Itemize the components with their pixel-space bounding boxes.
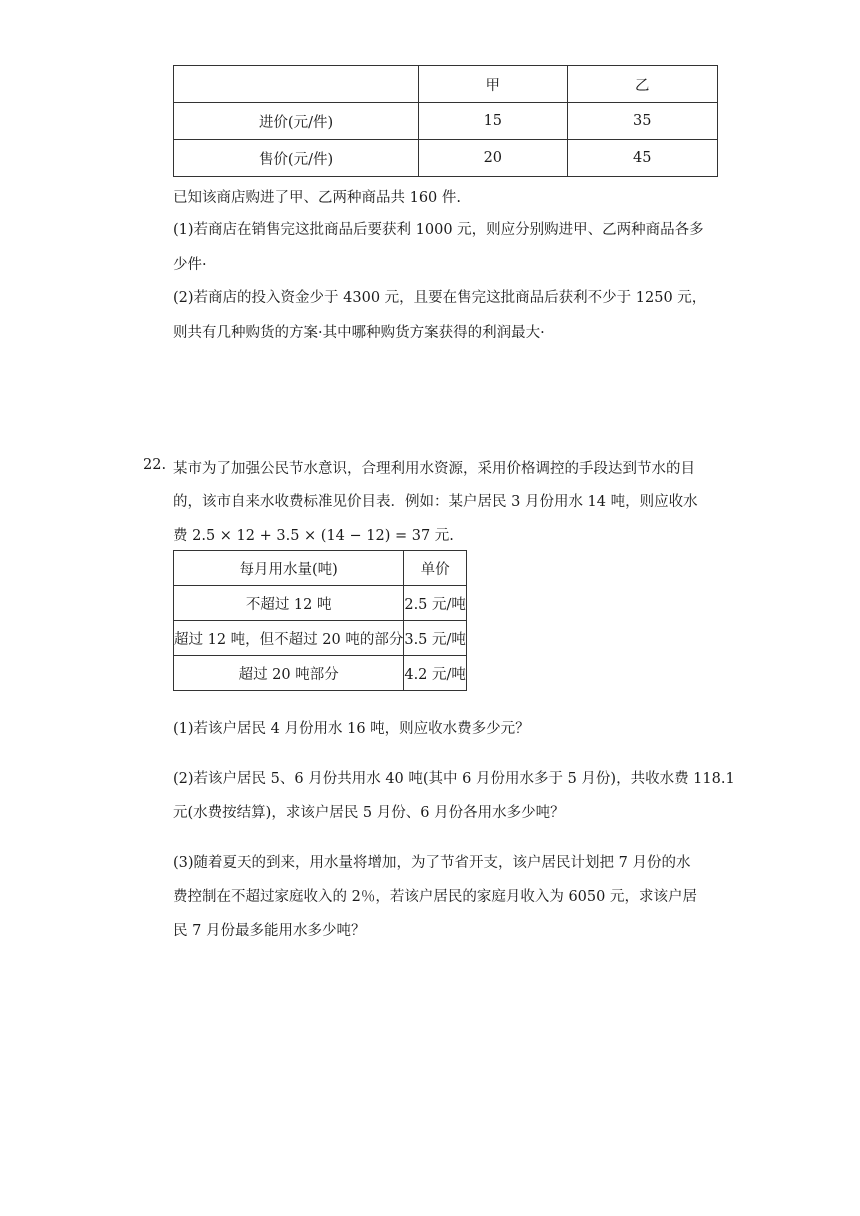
table-header-cell xyxy=(174,66,419,103)
table-header-cell: 乙 xyxy=(567,66,717,103)
table-header-cell: 每月用水量(吨) xyxy=(174,551,404,586)
q21-part2-line1: (2)若商店的投入资金少于 4300 元，且要在售完这批商品后获利不少于 1250 元， xyxy=(173,290,707,306)
table-cell: 20 xyxy=(419,140,567,177)
q21-part1-line1: (1)若商店在销售完这批商品后要获利 1000 元，则应分别购进甲、乙两种商品各多 xyxy=(173,222,704,238)
table-header-row xyxy=(174,551,467,586)
table-cell: 3.5 元/吨 xyxy=(404,621,467,656)
table-cell: 45 xyxy=(567,140,717,177)
table-header-row xyxy=(174,66,718,103)
price-table xyxy=(173,65,718,177)
table-cell: 超过 20 吨部分 xyxy=(174,656,404,691)
table-cell: 15 xyxy=(419,103,567,140)
table-row xyxy=(174,586,467,621)
q21-part1-line2: 少件· xyxy=(173,257,207,273)
water-price-table xyxy=(173,550,467,691)
table-cell: 超过 12 吨，但不超过 20 吨的部分 xyxy=(174,621,404,656)
table-header-cell: 单价 xyxy=(404,551,467,586)
q21-intro: 已知该商店购进了甲、乙两种商品共 160 件. xyxy=(173,190,462,206)
table-row xyxy=(174,103,718,140)
table-cell: 2.5 元/吨 xyxy=(404,586,467,621)
table-cell: 售价(元/件) xyxy=(174,140,419,177)
table-cell: 4.2 元/吨 xyxy=(404,656,467,691)
table-header-cell: 甲 xyxy=(419,66,567,103)
table-cell: 35 xyxy=(567,103,717,140)
q22-part1: (1)若该户居民 4 月份用水 16 吨，则应收水费多少元？ xyxy=(173,721,530,737)
table-row xyxy=(174,621,467,656)
q21-part2-line2: 则共有几种购货的方案·其中哪种购货方案获得的利润最大· xyxy=(173,325,545,341)
table-cell: 进价(元/件) xyxy=(174,103,419,140)
q22-part3-line2: 费控制在不超过家庭收入的 2％，若该户居民的家庭月收入为 6050 元，求该户居 xyxy=(173,889,697,905)
table-row xyxy=(174,140,718,177)
q22-line2: 的，该市自来水收费标准见价目表．例如：某户居民 3 月份用水 14 吨，则应收水 xyxy=(173,494,698,510)
q22-line1: 某市为了加强公民节水意识，合理利用水资源，采用价格调控的手段达到节水的目 xyxy=(173,461,695,477)
table-cell: 不超过 12 吨 xyxy=(174,586,404,621)
q22-line3: 费 2.5 × 12 + 3.5 × (14 − 12) = 37 元. xyxy=(173,528,454,544)
q22-part3-line3: 民 7 月份最多能用水多少吨？ xyxy=(173,923,366,939)
q22-part3-line1: (3)随着夏天的到来，用水量将增加，为了节省开支，该户居民计划把 7 月份的水 xyxy=(173,855,691,871)
table-row xyxy=(174,656,467,691)
q22-part2-line2: 元(水费按结算)，求该户居民 5 月份、6 月份各用水多少吨？ xyxy=(173,805,565,821)
q22-part2-line1: (2)若该户居民 5、6 月份共用水 40 吨(其中 6 月份用水多于 5 月份)，共收水费 118.1 xyxy=(173,771,735,787)
q22-number: 22. xyxy=(143,457,167,473)
